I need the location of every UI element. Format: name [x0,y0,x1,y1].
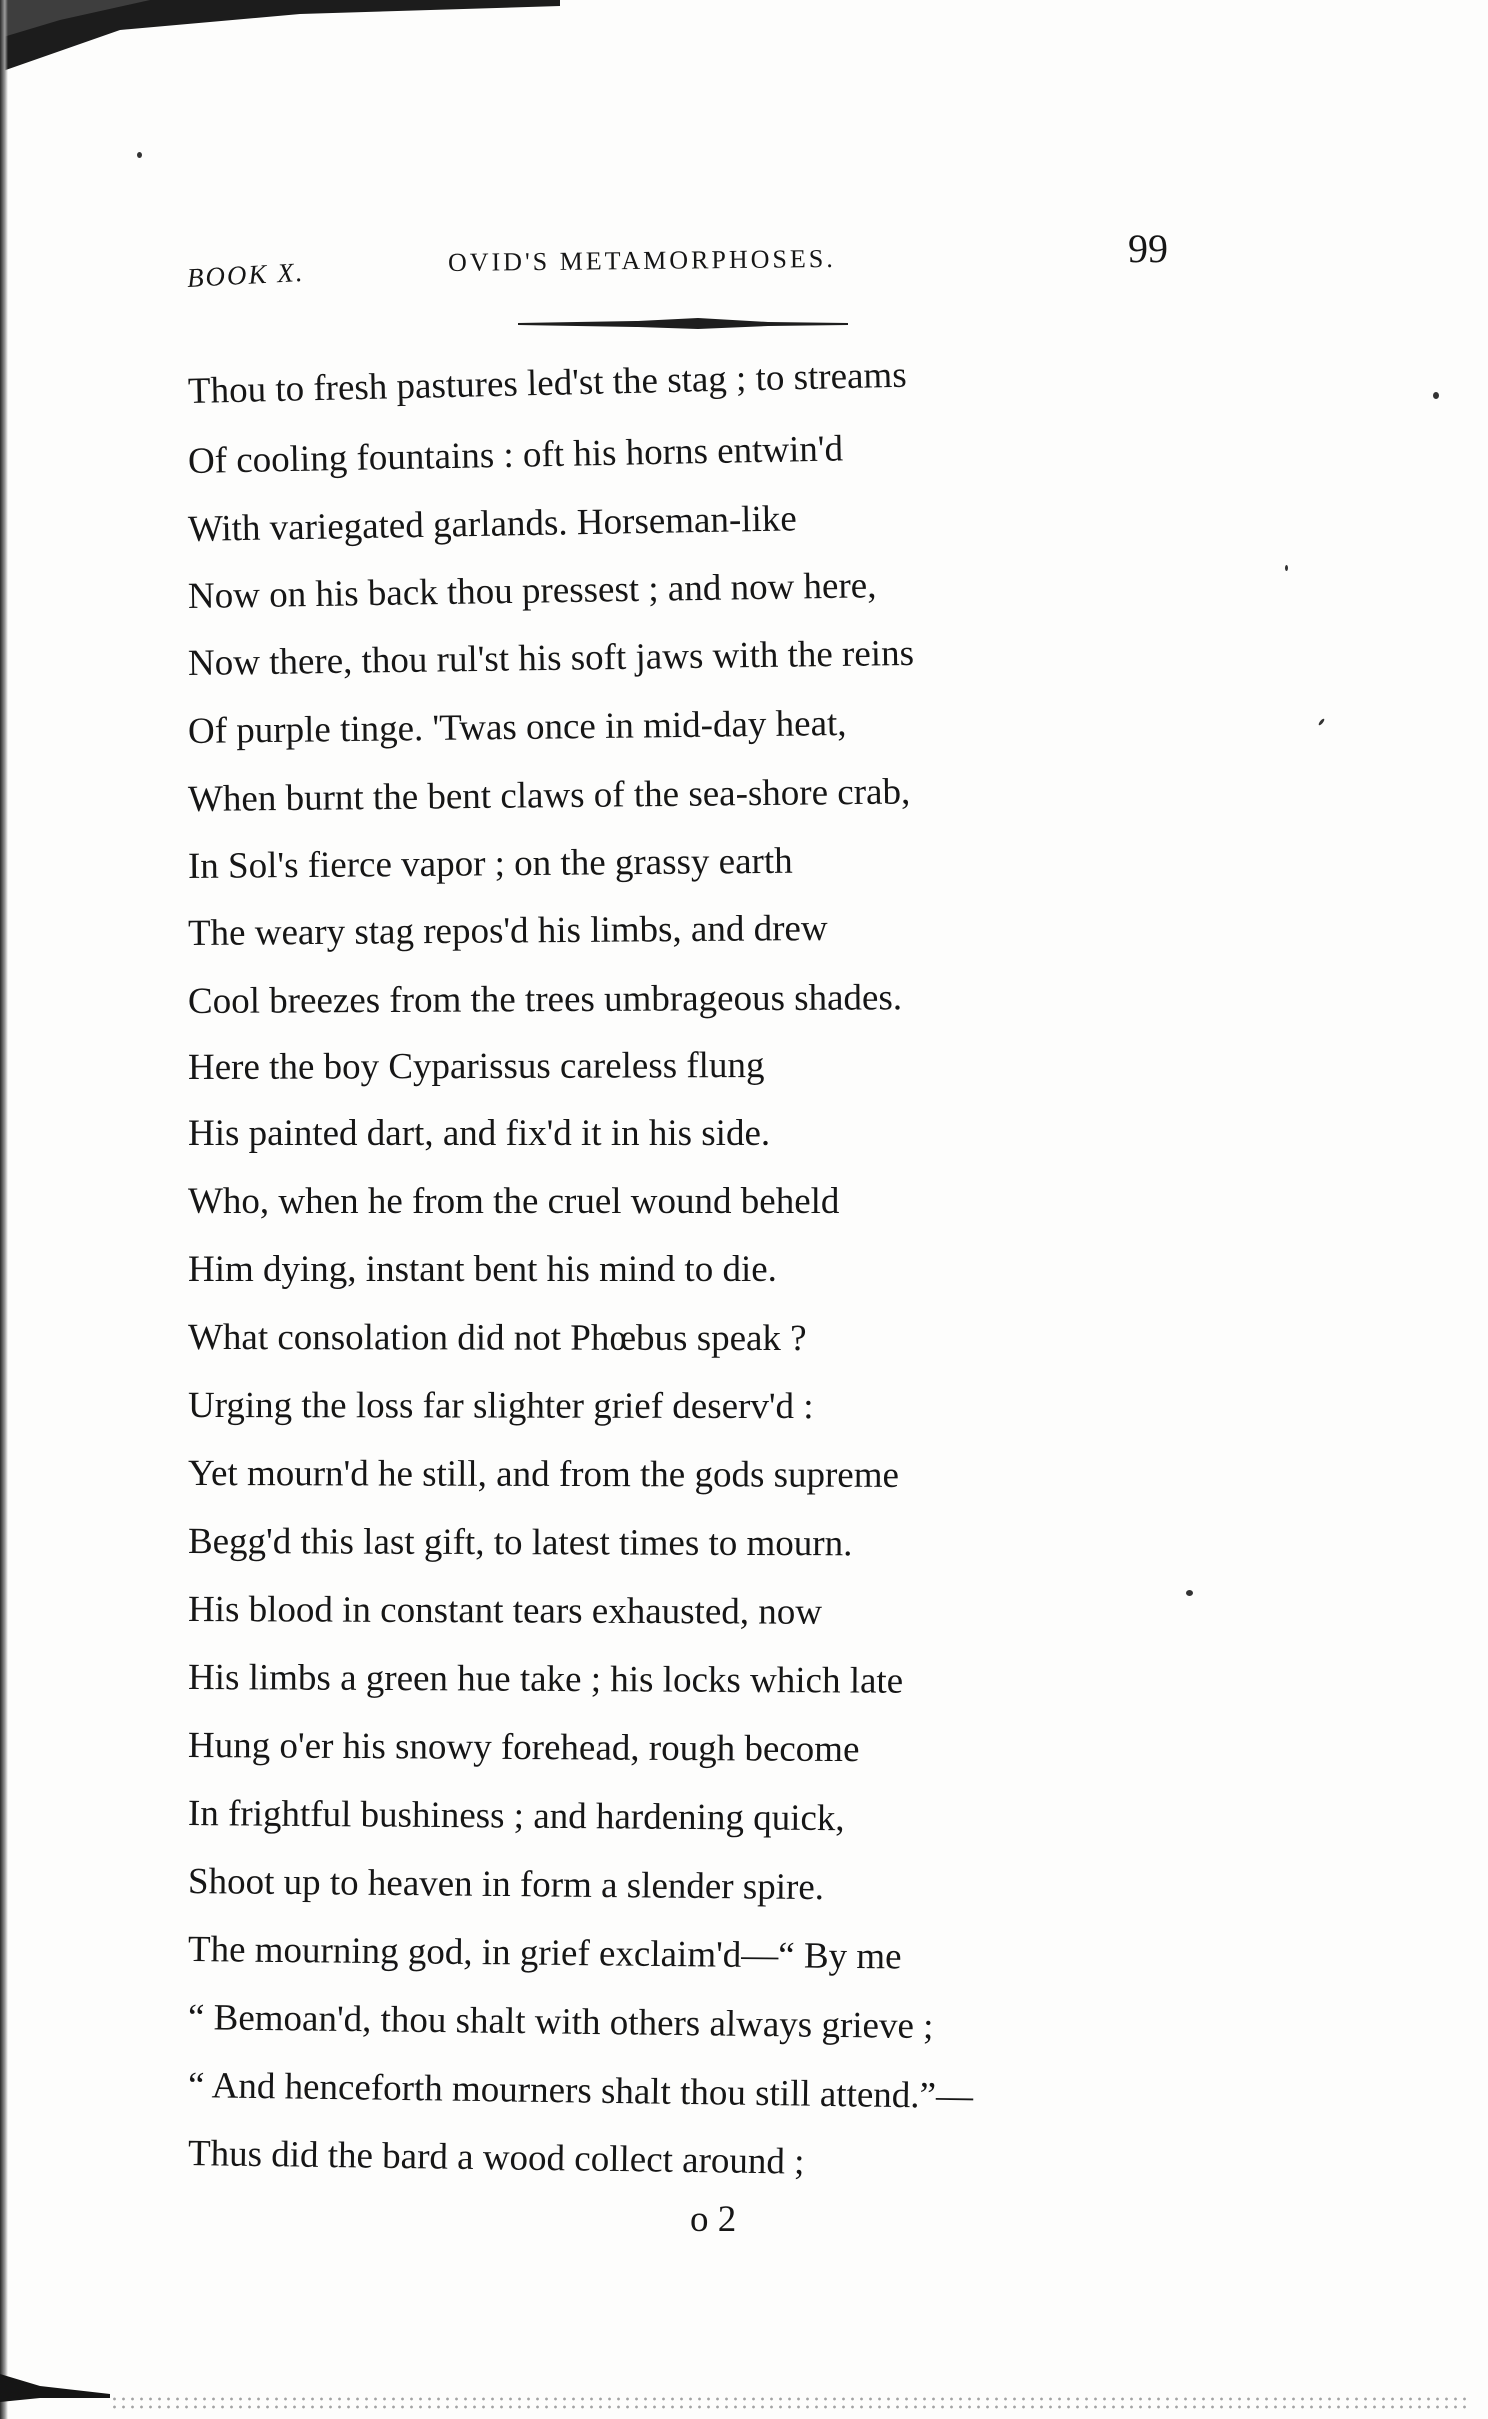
page-number: 99 [1128,226,1168,271]
poem-line: The weary stag repos'd his limbs, and drew [187,907,828,954]
poem-line: Him dying, instant bent his mind to die. [188,1249,777,1290]
poem-line: When burnt the bent claws of the sea-shore crab, [187,771,911,820]
poem-line: “ And henceforth mourners shalt thou still attend.”— [187,2065,974,2117]
poem-line: With variegated garlands. Horseman-like [187,498,798,550]
poem-line: Of purple tinge. 'Twas once in mid-day heat, [187,702,847,752]
poem-line: Begg'd this last gift, to latest times to mourn. [187,1521,853,1565]
signature-mark: o 2 [690,2199,737,2240]
poem-line: What consolation did not Phœbus speak ? [187,1317,807,1360]
poem-line: Who, when he from the cruel wound beheld [188,1181,840,1222]
poem-line: Now there, thou rul'st his soft jaws with the reins [187,632,915,684]
poem-line: Urging the loss far slighter grief deserv'd : [187,1385,814,1428]
poem-line: In Sol's fierce vapor ; on the grassy earth [187,840,793,887]
poem-line: Of cooling fountains : oft his horns entwin'd [187,428,844,482]
poem-line: Cool breezes from the trees umbrageous shades. [187,977,903,1022]
poem-line: Yet mourn'd he still, and from the gods supreme [187,1453,900,1496]
poem-line: Now on his back thou pressest ; and now here, [187,565,877,617]
poem-line: “ Bemoan'd, thou shalt with others always grieve ; [187,1997,934,2048]
poem-line: Thou to fresh pastures led'st the stag ; to streams [187,354,908,412]
poem-line: His blood in constant tears exhausted, now [187,1589,823,1633]
running-head-title: OVID'S METAMORPHOSES. [447,243,836,277]
poem-line: The mourning god, in grief exclaim'd—“ By me [187,1929,902,1978]
poem-line: In frightful bushiness ; and hardening quick, [187,1793,845,1840]
poem-line: Shoot up to heaven in form a slender spire. [187,1861,825,1909]
poem-line: Here the boy Cyparissus careless flung [187,1044,765,1088]
poem-line: His limbs a green hue take ; his locks which late [187,1657,904,1702]
poem-line: His painted dart, and fix'd it in his side. [188,1113,771,1154]
poem-line: Thus did the bard a wood collect around ; [187,2133,805,2183]
running-head-book: BOOK X. [186,256,306,293]
poem-line: Hung o'er his snowy forehead, rough become [187,1725,860,1771]
